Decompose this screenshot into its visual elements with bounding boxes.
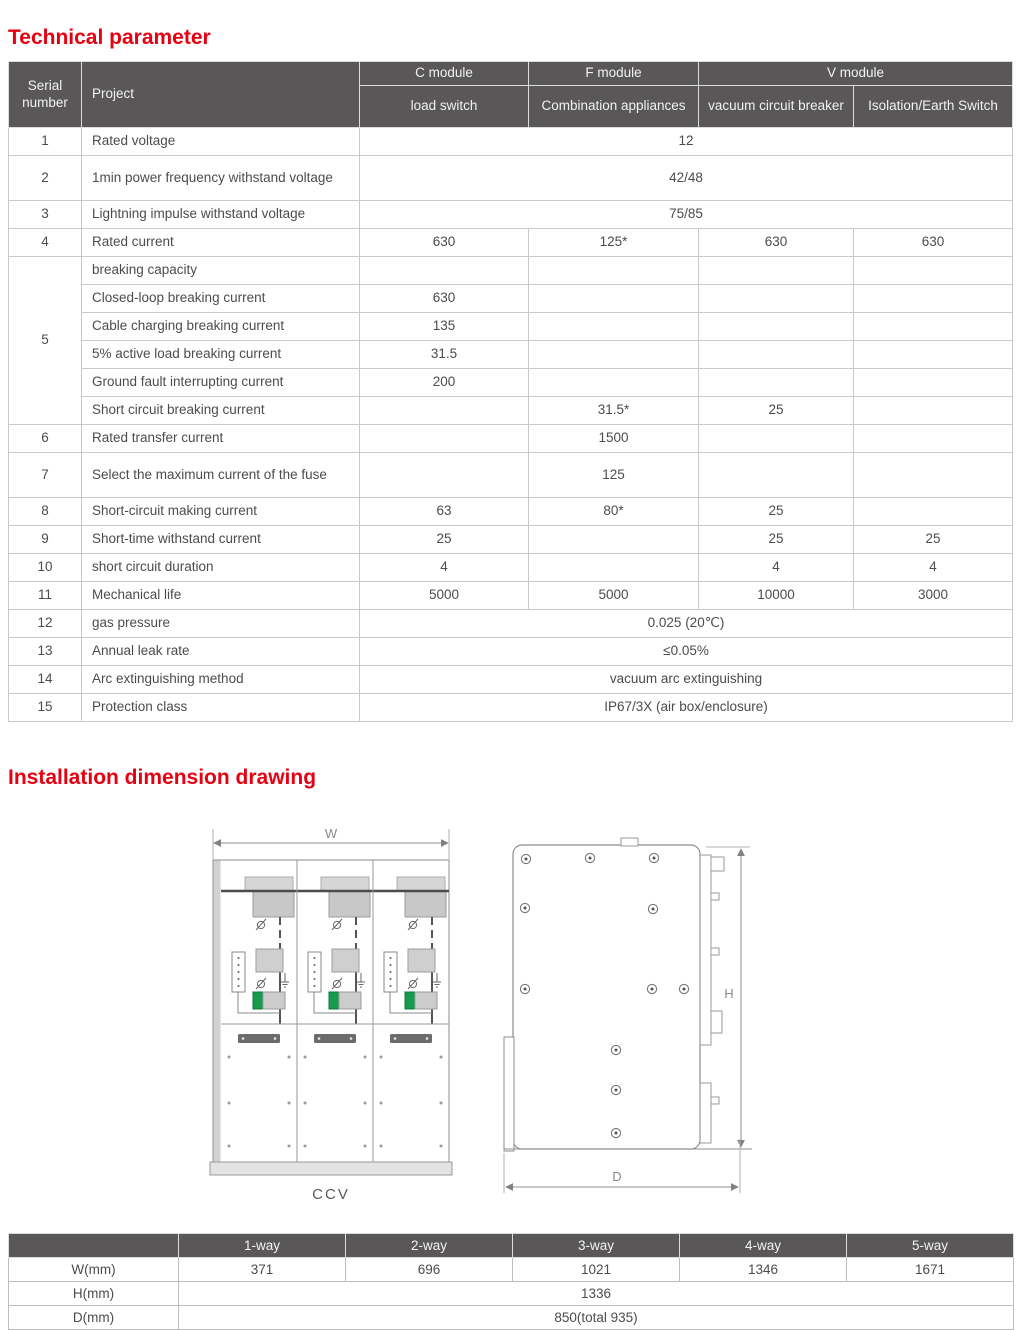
dim-header-4way: 4-way	[680, 1234, 847, 1258]
i-value-cell: 630	[854, 229, 1013, 257]
i-value-cell	[854, 498, 1013, 526]
header-project: Project	[82, 62, 360, 128]
project-cell: Ground fault interrupting current	[82, 369, 360, 397]
project-cell: 1min power frequency withstand voltage	[82, 156, 360, 201]
f-value-cell	[529, 341, 699, 369]
v-value-cell	[699, 257, 854, 285]
v-value-cell	[699, 369, 854, 397]
span-value-cell: 42/48	[360, 156, 1013, 201]
c-value-cell: 31.5	[360, 341, 529, 369]
v-value-cell: 10000	[699, 582, 854, 610]
project-cell: Cable charging breaking current	[82, 313, 360, 341]
table-row	[9, 313, 1013, 341]
project-cell: Short-circuit making current	[82, 498, 360, 526]
serial-cell: 15	[9, 694, 82, 722]
dim-header-blank	[9, 1234, 179, 1258]
table-row	[9, 453, 1013, 498]
table-row	[9, 694, 1013, 722]
c-value-cell: 63	[360, 498, 529, 526]
v-value-cell: 25	[699, 397, 854, 425]
serial-cell: 14	[9, 666, 82, 694]
f-value-cell	[529, 285, 699, 313]
i-value-cell	[854, 369, 1013, 397]
w-dimension-label: W	[324, 826, 338, 842]
table-row	[9, 425, 1013, 453]
header-c-module: C module	[360, 62, 529, 86]
f-value-cell: 1500	[529, 425, 699, 453]
table-row	[9, 582, 1013, 610]
serial-cell: 3	[9, 201, 82, 229]
dim-header-5way: 5-way	[847, 1234, 1014, 1258]
header-load-switch: load switch	[360, 86, 529, 128]
i-value-cell	[854, 397, 1013, 425]
table-row	[9, 201, 1013, 229]
table-row	[9, 285, 1013, 313]
f-value-cell	[529, 369, 699, 397]
serial-cell: 12	[9, 610, 82, 638]
table-row	[9, 1306, 1014, 1330]
c-value-cell: 4	[360, 554, 529, 582]
h-dimension-label: H	[724, 986, 734, 1002]
dim-header-3way: 3-way	[513, 1234, 680, 1258]
c-value-cell: 630	[360, 285, 529, 313]
v-value-cell	[699, 341, 854, 369]
serial-cell: 2	[9, 156, 82, 201]
table-row	[9, 1258, 1014, 1282]
header-v-module: V module	[699, 62, 1013, 86]
f-value-cell	[529, 554, 699, 582]
serial-cell: 1	[9, 128, 82, 156]
dim-value-cell: 371	[179, 1258, 346, 1282]
installation-dimension-title: Installation dimension drawing	[8, 766, 317, 790]
table-row	[9, 229, 1013, 257]
project-cell: Rated transfer current	[82, 425, 360, 453]
serial-cell: 5	[9, 257, 82, 425]
v-value-cell: 630	[699, 229, 854, 257]
v-value-cell	[699, 285, 854, 313]
f-value-cell: 125	[529, 453, 699, 498]
side-view-drawing	[504, 838, 752, 1193]
span-value-cell: 0.025 (20℃)	[360, 610, 1013, 638]
v-value-cell	[699, 453, 854, 498]
project-cell: short circuit duration	[82, 554, 360, 582]
project-cell: gas pressure	[82, 610, 360, 638]
serial-cell: 13	[9, 638, 82, 666]
serial-cell: 7	[9, 453, 82, 498]
c-value-cell: 200	[360, 369, 529, 397]
dim-row-label: H(mm)	[9, 1282, 179, 1306]
front-flange	[504, 1037, 514, 1151]
dim-row-label: D(mm)	[9, 1306, 179, 1330]
v-value-cell: 25	[699, 498, 854, 526]
dim-header-1way: 1-way	[179, 1234, 346, 1258]
i-value-cell: 25	[854, 526, 1013, 554]
project-cell: Mechanical life	[82, 582, 360, 610]
span-value-cell: ≤0.05%	[360, 638, 1013, 666]
cabinet-side-strip	[214, 861, 221, 1162]
technical-parameter-title: Technical parameter	[8, 26, 211, 49]
header-serial: Serial number	[9, 62, 82, 128]
project-cell: Arc extinguishing method	[82, 666, 360, 694]
table-row	[9, 554, 1013, 582]
dim-value-cell: 1021	[513, 1258, 680, 1282]
project-cell: Lightning impulse withstand voltage	[82, 201, 360, 229]
serial-cell: 10	[9, 554, 82, 582]
span-value-cell: 12	[360, 128, 1013, 156]
f-value-cell	[529, 257, 699, 285]
c-value-cell: 25	[360, 526, 529, 554]
cabinet-base	[210, 1162, 452, 1175]
c-value-cell	[360, 397, 529, 425]
f-value-cell	[529, 526, 699, 554]
serial-cell: 4	[9, 229, 82, 257]
serial-cell: 11	[9, 582, 82, 610]
v-value-cell: 4	[699, 554, 854, 582]
f-value-cell: 5000	[529, 582, 699, 610]
f-value-cell: 125*	[529, 229, 699, 257]
dim-value-cell: 696	[346, 1258, 513, 1282]
i-value-cell: 4	[854, 554, 1013, 582]
i-value-cell	[854, 285, 1013, 313]
dimension-table	[8, 1233, 1014, 1330]
span-value-cell: vacuum arc extinguishing	[360, 666, 1013, 694]
v-value-cell	[699, 313, 854, 341]
c-value-cell	[360, 257, 529, 285]
span-value-cell: IP67/3X (air box/enclosure)	[360, 694, 1013, 722]
project-cell: breaking capacity	[82, 257, 360, 285]
i-value-cell: 3000	[854, 582, 1013, 610]
serial-cell: 9	[9, 526, 82, 554]
c-value-cell	[360, 453, 529, 498]
dim-header-2way: 2-way	[346, 1234, 513, 1258]
project-cell: Annual leak rate	[82, 638, 360, 666]
c-value-cell: 630	[360, 229, 529, 257]
d-dimension-label: D	[612, 1169, 622, 1185]
table-row	[9, 1282, 1014, 1306]
header-vacuum-circuit-breaker: vacuum circuit breaker	[699, 86, 854, 128]
table-row	[9, 666, 1013, 694]
header-isolation-earth-switch: Isolation/Earth Switch	[854, 86, 1013, 128]
table-row	[9, 526, 1013, 554]
c-value-cell: 5000	[360, 582, 529, 610]
project-cell: Rated voltage	[82, 128, 360, 156]
span-value-cell: 75/85	[360, 201, 1013, 229]
table-row	[9, 610, 1013, 638]
installation-dimension-drawing	[0, 797, 1018, 1209]
i-value-cell	[854, 425, 1013, 453]
v-value-cell: 25	[699, 526, 854, 554]
project-cell: Closed-loop breaking current	[82, 285, 360, 313]
header-f-module: F module	[529, 62, 699, 86]
project-cell: Select the maximum current of the fuse	[82, 453, 360, 498]
table-row	[9, 128, 1013, 156]
table-row	[9, 498, 1013, 526]
project-cell: Short circuit breaking current	[82, 397, 360, 425]
i-value-cell	[854, 341, 1013, 369]
c-value-cell: 135	[360, 313, 529, 341]
table-row	[9, 257, 1013, 285]
serial-cell: 8	[9, 498, 82, 526]
project-cell: Rated current	[82, 229, 360, 257]
front-view-drawing	[210, 826, 452, 1203]
dim-span-cell: 1336	[179, 1282, 1014, 1306]
project-cell: Protection class	[82, 694, 360, 722]
dim-value-cell: 1346	[680, 1258, 847, 1282]
v-value-cell	[699, 425, 854, 453]
i-value-cell	[854, 313, 1013, 341]
f-value-cell: 31.5*	[529, 397, 699, 425]
front-view-caption: CCV	[312, 1186, 350, 1204]
f-value-cell: 80*	[529, 498, 699, 526]
parameter-table	[8, 61, 1013, 722]
project-cell: 5% active load breaking current	[82, 341, 360, 369]
f-value-cell	[529, 313, 699, 341]
i-value-cell	[854, 453, 1013, 498]
dim-value-cell: 1671	[847, 1258, 1014, 1282]
i-value-cell	[854, 257, 1013, 285]
table-row	[9, 341, 1013, 369]
dim-span-cell: 850(total 935)	[179, 1306, 1014, 1330]
c-value-cell	[360, 425, 529, 453]
serial-cell: 6	[9, 425, 82, 453]
table-row	[9, 397, 1013, 425]
table-row	[9, 638, 1013, 666]
dim-row-label: W(mm)	[9, 1258, 179, 1282]
table-row	[9, 369, 1013, 397]
table-row	[9, 156, 1013, 201]
header-combination-appliances: Combination appliances	[529, 86, 699, 128]
project-cell: Short-time withstand current	[82, 526, 360, 554]
